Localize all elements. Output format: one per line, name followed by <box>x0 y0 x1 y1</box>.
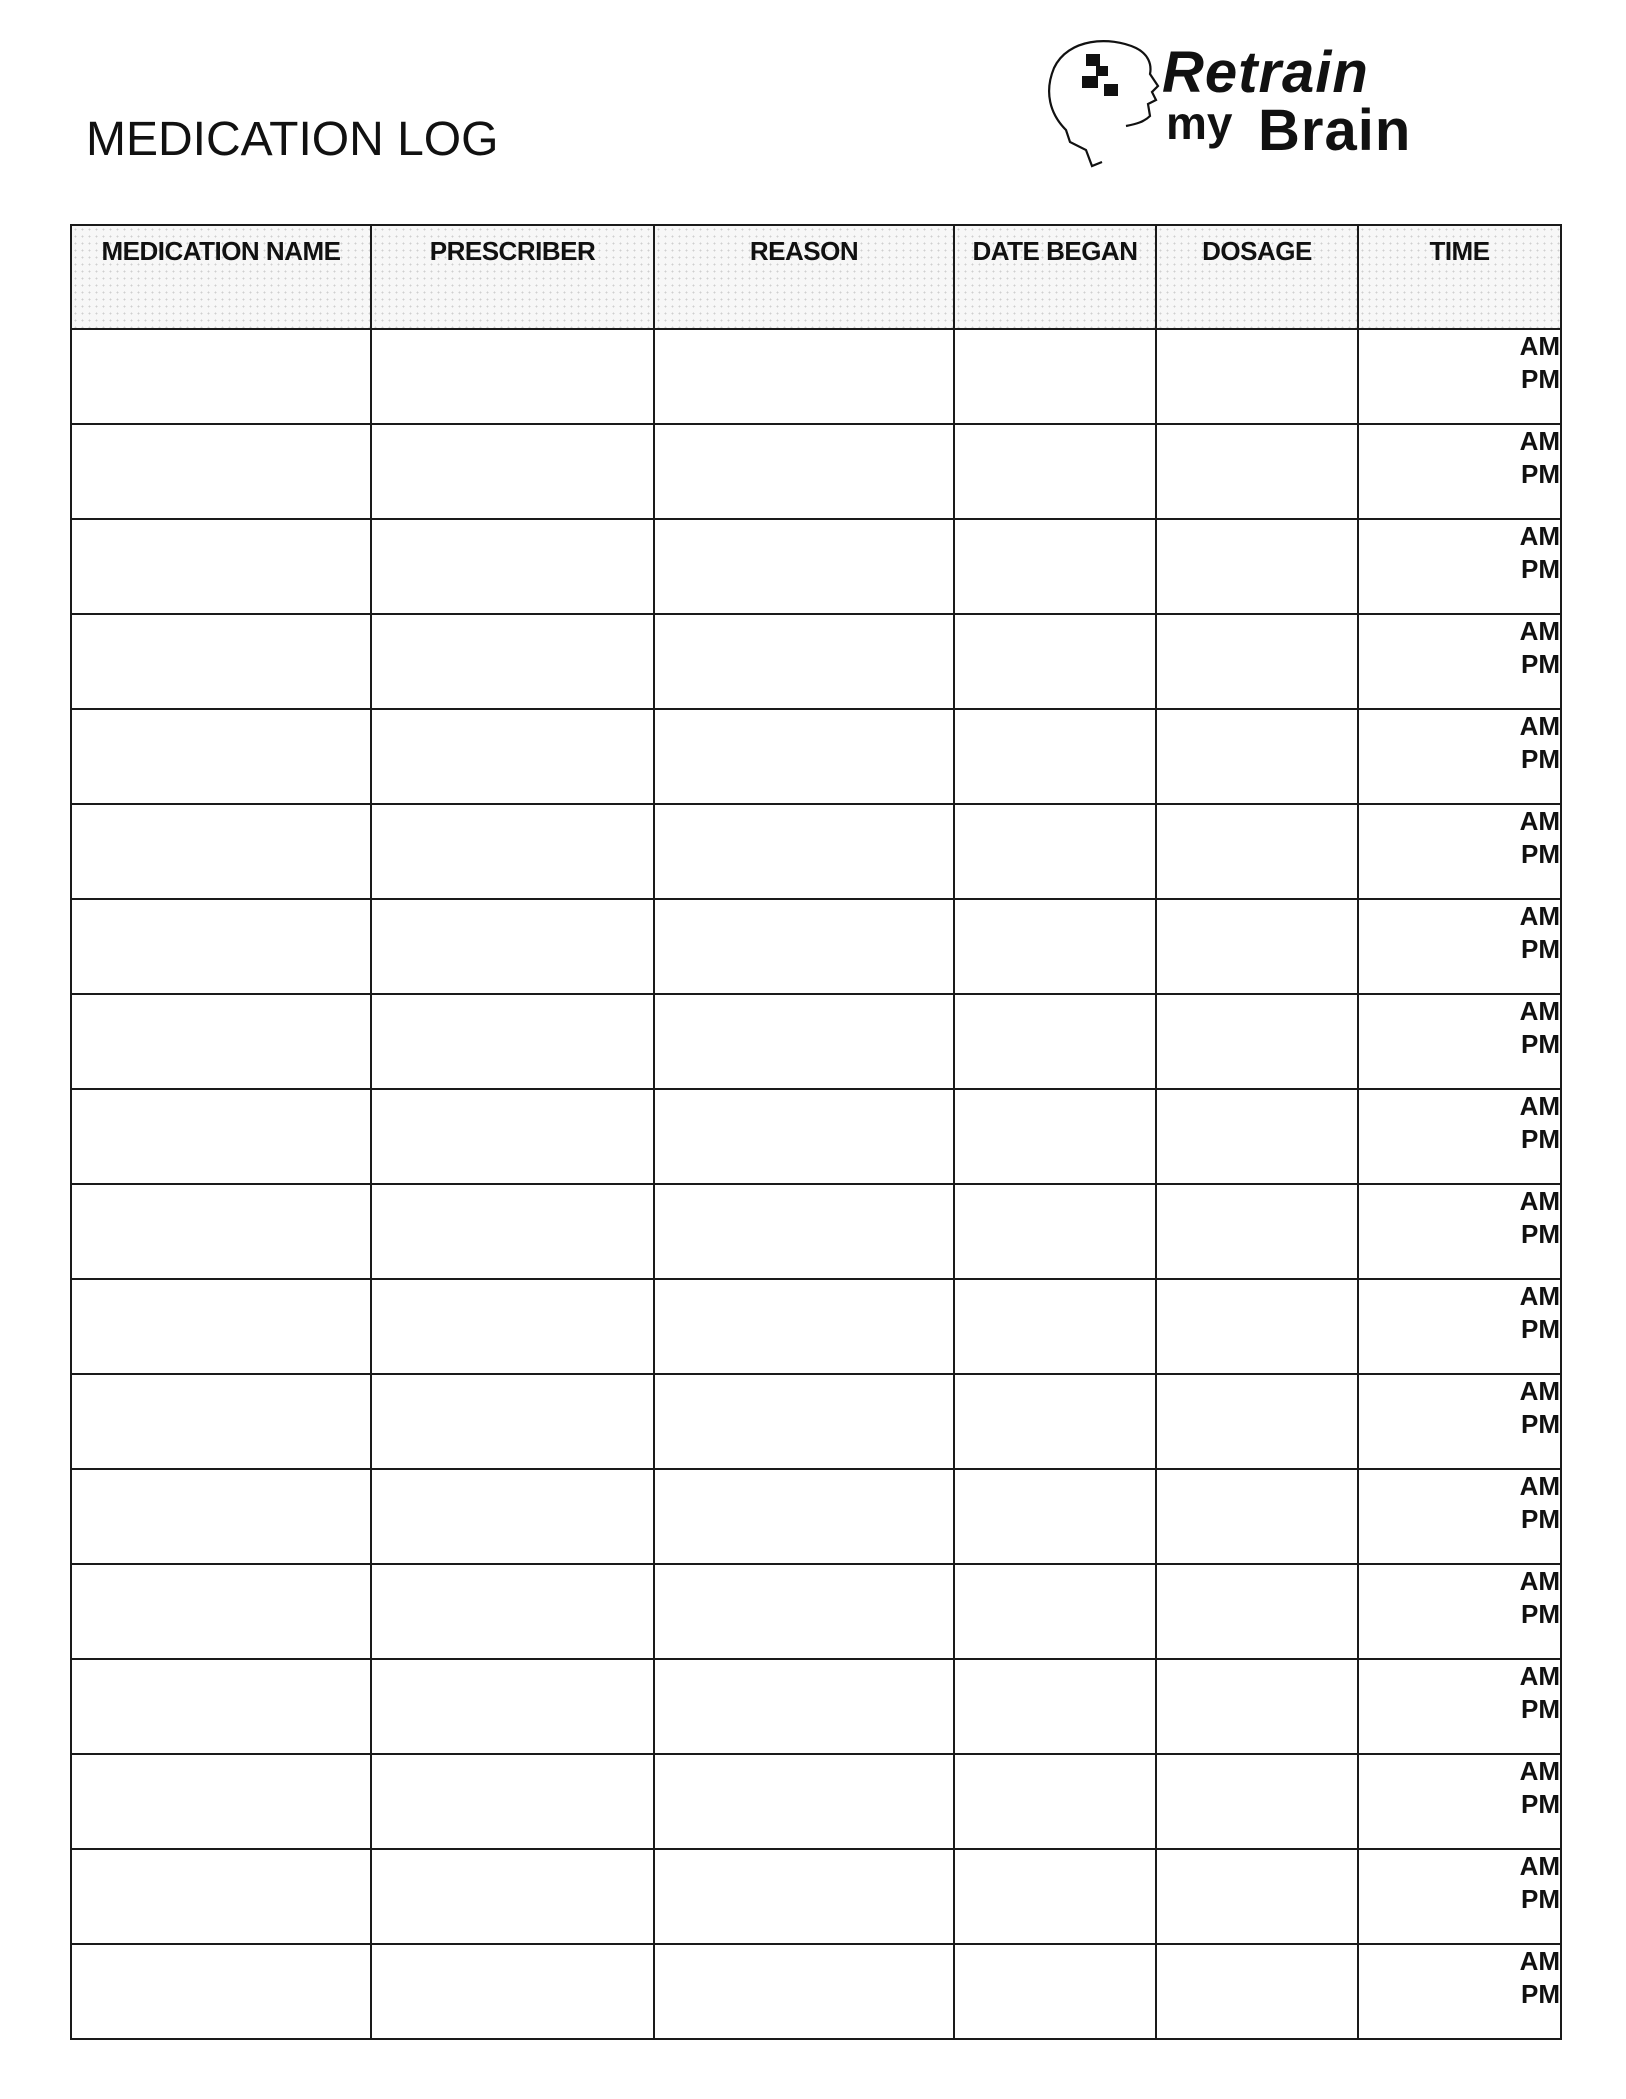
table-header-row <box>71 225 1561 329</box>
time-field[interactable] <box>1358 1849 1561 1944</box>
dosage-field[interactable] <box>1156 709 1358 804</box>
table-row <box>71 614 1561 709</box>
medication-name-field[interactable] <box>71 899 371 994</box>
time-field[interactable] <box>1358 1279 1561 1374</box>
dosage-field[interactable] <box>1156 1564 1358 1659</box>
table-row <box>71 1089 1561 1184</box>
time-field[interactable] <box>1358 1469 1561 1564</box>
reason-field[interactable] <box>654 1944 954 2039</box>
pm-label: PM <box>1521 1694 1560 1724</box>
date-began-field[interactable] <box>954 424 1156 519</box>
dosage-field[interactable] <box>1156 329 1358 424</box>
medication-name-field[interactable] <box>71 1659 371 1754</box>
reason-field[interactable] <box>654 329 954 424</box>
reason-field[interactable] <box>654 1089 954 1184</box>
am-label: AM <box>1519 1471 1560 1501</box>
table-row <box>71 1944 1561 2039</box>
dosage-field[interactable] <box>1156 1849 1358 1944</box>
prescriber-field[interactable] <box>371 329 654 424</box>
dosage-field[interactable] <box>1156 614 1358 709</box>
time-field[interactable] <box>1358 804 1561 899</box>
dosage-field[interactable] <box>1156 519 1358 614</box>
am-label: AM <box>1519 331 1560 361</box>
pm-label: PM <box>1521 1124 1560 1154</box>
am-label: AM <box>1519 521 1560 551</box>
column-header-prescriber: PRESCRIBER <box>371 225 654 329</box>
pm-label: PM <box>1521 1599 1560 1629</box>
prescriber-field[interactable] <box>371 1849 654 1944</box>
prescriber-field[interactable] <box>371 1089 654 1184</box>
medication-name-field[interactable] <box>71 519 371 614</box>
dosage-field[interactable] <box>1156 1659 1358 1754</box>
table-row <box>71 994 1561 1089</box>
head-profile-icon <box>1040 34 1170 174</box>
prescriber-field[interactable] <box>371 899 654 994</box>
prescriber-field[interactable] <box>371 1564 654 1659</box>
time-field[interactable] <box>1358 1754 1561 1849</box>
prescriber-field[interactable] <box>371 709 654 804</box>
date-began-field[interactable] <box>954 899 1156 994</box>
reason-field[interactable] <box>654 1469 954 1564</box>
logo-text-retrain: Retrain <box>1162 40 1369 105</box>
reason-field[interactable] <box>654 709 954 804</box>
table-row <box>71 1279 1561 1374</box>
am-label: AM <box>1519 616 1560 646</box>
time-field[interactable] <box>1358 329 1561 424</box>
am-label: AM <box>1519 1376 1560 1406</box>
reason-field[interactable] <box>654 994 954 1089</box>
medication-name-field[interactable] <box>71 614 371 709</box>
date-began-field[interactable] <box>954 614 1156 709</box>
table-row <box>71 1659 1561 1754</box>
time-field[interactable] <box>1358 1659 1561 1754</box>
prescriber-field[interactable] <box>371 1279 654 1374</box>
dosage-field[interactable] <box>1156 1754 1358 1849</box>
dosage-field[interactable] <box>1156 1469 1358 1564</box>
date-began-field[interactable] <box>954 329 1156 424</box>
time-field[interactable] <box>1358 519 1561 614</box>
am-label: AM <box>1519 1091 1560 1121</box>
am-label: AM <box>1519 1756 1560 1786</box>
prescriber-field[interactable] <box>371 1184 654 1279</box>
medication-name-field[interactable] <box>71 424 371 519</box>
pm-label: PM <box>1521 1029 1560 1059</box>
reason-field[interactable] <box>654 1374 954 1469</box>
date-began-field[interactable] <box>954 709 1156 804</box>
pm-label: PM <box>1521 1789 1560 1819</box>
medication-name-field[interactable] <box>71 804 371 899</box>
pm-label: PM <box>1521 839 1560 869</box>
prescriber-field[interactable] <box>371 424 654 519</box>
prescriber-field[interactable] <box>371 519 654 614</box>
date-began-field[interactable] <box>954 1374 1156 1469</box>
time-field[interactable] <box>1358 1089 1561 1184</box>
table-row <box>71 1754 1561 1849</box>
medication-name-field[interactable] <box>71 329 371 424</box>
am-label: AM <box>1519 1946 1560 1976</box>
table-row <box>71 519 1561 614</box>
prescriber-field[interactable] <box>371 1374 654 1469</box>
time-field[interactable] <box>1358 614 1561 709</box>
date-began-field[interactable] <box>954 1469 1156 1564</box>
date-began-field[interactable] <box>954 1944 1156 2039</box>
table-row <box>71 1564 1561 1659</box>
am-label: AM <box>1519 426 1560 456</box>
date-began-field[interactable] <box>954 519 1156 614</box>
date-began-field[interactable] <box>954 1659 1156 1754</box>
page-title: MEDICATION LOG <box>86 113 499 166</box>
medication-name-field[interactable] <box>71 1184 371 1279</box>
table-body <box>71 329 1561 2039</box>
time-field[interactable] <box>1358 1944 1561 2039</box>
am-label: AM <box>1519 901 1560 931</box>
am-label: AM <box>1519 711 1560 741</box>
logo-text-my: my <box>1166 97 1233 149</box>
table-row <box>71 1469 1561 1564</box>
retrain-my-brain-logo <box>1040 34 1440 174</box>
reason-field[interactable] <box>654 804 954 899</box>
pm-label: PM <box>1521 1219 1560 1249</box>
column-header-time: TIME <box>1358 225 1561 329</box>
medication-name-field[interactable] <box>71 1279 371 1374</box>
date-began-field[interactable] <box>954 1754 1156 1849</box>
reason-field[interactable] <box>654 519 954 614</box>
time-field[interactable] <box>1358 994 1561 1089</box>
table-row <box>71 804 1561 899</box>
pm-label: PM <box>1521 554 1560 584</box>
prescriber-field[interactable] <box>371 614 654 709</box>
pm-label: PM <box>1521 1409 1560 1439</box>
medication-name-field[interactable] <box>71 1374 371 1469</box>
table-row <box>71 1374 1561 1469</box>
reason-field[interactable] <box>654 1564 954 1659</box>
am-label: AM <box>1519 1566 1560 1596</box>
prescriber-field[interactable] <box>371 1469 654 1564</box>
reason-field[interactable] <box>654 1184 954 1279</box>
table-row <box>71 899 1561 994</box>
medication-name-field[interactable] <box>71 1089 371 1184</box>
time-field[interactable] <box>1358 1564 1561 1659</box>
reason-field[interactable] <box>654 1659 954 1754</box>
table-row <box>71 709 1561 804</box>
pm-label: PM <box>1521 744 1560 774</box>
date-began-field[interactable] <box>954 1849 1156 1944</box>
prescriber-field[interactable] <box>371 1659 654 1754</box>
date-began-field[interactable] <box>954 1089 1156 1184</box>
medication-log-table <box>70 224 1562 2040</box>
time-field[interactable] <box>1358 899 1561 994</box>
table-row <box>71 1849 1561 1944</box>
date-began-field[interactable] <box>954 804 1156 899</box>
reason-field[interactable] <box>654 1849 954 1944</box>
dosage-field[interactable] <box>1156 1089 1358 1184</box>
pm-label: PM <box>1521 1884 1560 1914</box>
am-label: AM <box>1519 1281 1560 1311</box>
pm-label: PM <box>1521 1314 1560 1344</box>
column-header-date-began: DATE BEGAN <box>954 225 1156 329</box>
medication-name-field[interactable] <box>71 1944 371 2039</box>
time-field[interactable] <box>1358 424 1561 519</box>
time-field[interactable] <box>1358 1374 1561 1469</box>
pm-label: PM <box>1521 649 1560 679</box>
reason-field[interactable] <box>654 424 954 519</box>
am-label: AM <box>1519 1661 1560 1691</box>
dosage-field[interactable] <box>1156 1184 1358 1279</box>
column-header-dosage: DOSAGE <box>1156 225 1358 329</box>
dosage-field[interactable] <box>1156 804 1358 899</box>
date-began-field[interactable] <box>954 994 1156 1089</box>
pm-label: PM <box>1521 364 1560 394</box>
medication-name-field[interactable] <box>71 994 371 1089</box>
logo-text-brain: Brain <box>1258 98 1412 163</box>
am-label: AM <box>1519 806 1560 836</box>
medication-name-field[interactable] <box>71 1754 371 1849</box>
prescriber-field[interactable] <box>371 1944 654 2039</box>
medication-name-field[interactable] <box>71 709 371 804</box>
dosage-field[interactable] <box>1156 899 1358 994</box>
dosage-field[interactable] <box>1156 1279 1358 1374</box>
dosage-field[interactable] <box>1156 1374 1358 1469</box>
prescriber-field[interactable] <box>371 804 654 899</box>
prescriber-field[interactable] <box>371 1754 654 1849</box>
prescriber-field[interactable] <box>371 994 654 1089</box>
medication-name-field[interactable] <box>71 1849 371 1944</box>
table-row <box>71 424 1561 519</box>
reason-field[interactable] <box>654 1754 954 1849</box>
column-header-reason: REASON <box>654 225 954 329</box>
date-began-field[interactable] <box>954 1184 1156 1279</box>
date-began-field[interactable] <box>954 1279 1156 1374</box>
pm-label: PM <box>1521 1504 1560 1534</box>
pm-label: PM <box>1521 459 1560 489</box>
dosage-field[interactable] <box>1156 994 1358 1089</box>
medication-name-field[interactable] <box>71 1564 371 1659</box>
table-row <box>71 1184 1561 1279</box>
reason-field[interactable] <box>654 1279 954 1374</box>
medication-name-field[interactable] <box>71 1469 371 1564</box>
am-label: AM <box>1519 996 1560 1026</box>
time-field[interactable] <box>1358 709 1561 804</box>
dosage-field[interactable] <box>1156 424 1358 519</box>
pm-label: PM <box>1521 1979 1560 2009</box>
reason-field[interactable] <box>654 614 954 709</box>
am-label: AM <box>1519 1186 1560 1216</box>
table-row <box>71 329 1561 424</box>
dosage-field[interactable] <box>1156 1944 1358 2039</box>
reason-field[interactable] <box>654 899 954 994</box>
pm-label: PM <box>1521 934 1560 964</box>
am-label: AM <box>1519 1851 1560 1881</box>
column-header-medication-name: MEDICATION NAME <box>71 225 371 329</box>
date-began-field[interactable] <box>954 1564 1156 1659</box>
time-field[interactable] <box>1358 1184 1561 1279</box>
